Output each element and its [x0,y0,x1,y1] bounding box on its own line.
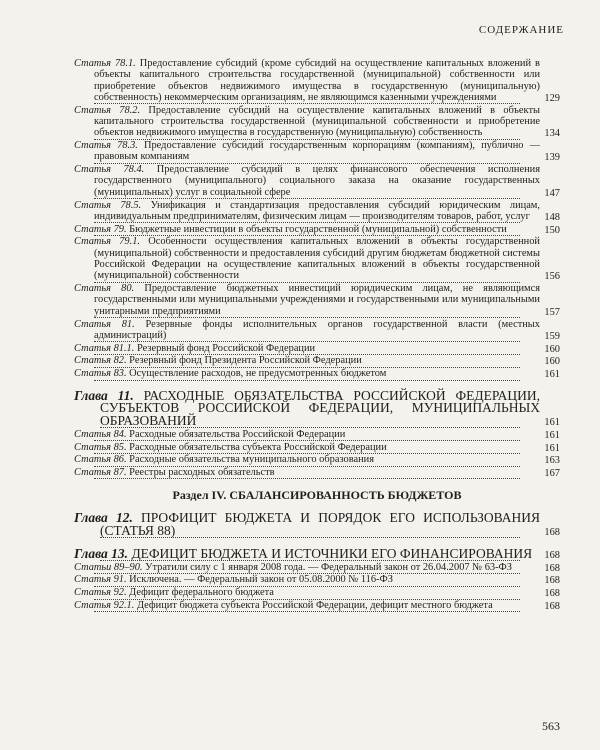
entry-page-number: 168 [544,601,560,613]
entry-title: ПРОФИЦИТ БЮДЖЕТА И ПОРЯДОК ЕГО ИСПОЛЬЗОВАНИЯ (СТАТЬЯ 88) [100,510,540,538]
entry-title: Предоставление субсидий в целях финансового обеспечения исполнения государственного (муниципального) социального заказа на оказание государственных (муниципальных) услуг в социальной сфере [94,164,540,198]
page-number: 563 [542,719,560,733]
toc-article-entry[interactable] [74,58,560,104]
toc-article-entry[interactable] [74,224,560,236]
dot-leader [94,611,520,612]
entry-title: РАСХОДНЫЕ ОБЯЗАТЕЛЬСТВА РОССИЙСКОЙ ФЕДЕРАЦИИ, СУБЪЕКТОВ РОССИЙСКОЙ ФЕДЕРАЦИИ, МУНИЦИПАЛЬНЫХ ОБРАЗОВАНИЙ [100,388,540,428]
toc-article-entry[interactable] [74,319,560,343]
entry-page-number: 150 [544,224,560,236]
entry-label: Статья 83. [74,368,127,380]
entry-label: Статья 78.3. [74,140,138,152]
entry-page-number: 160 [544,356,560,368]
entry-label: Статья 84. [74,428,127,440]
entry-label: Статья 82. [74,355,127,367]
entry-page-number: 147 [544,187,560,199]
toc-chapter-entry[interactable] [74,512,560,538]
entry-page-number: 168 [544,562,560,574]
entry-label: Статья 78.4. [74,164,145,176]
toc-article-entry[interactable] [74,562,560,574]
entry-page-number: 157 [544,306,560,318]
entry-label: Статья 87. [74,467,127,479]
entry-page-number: 168 [544,575,560,587]
toc-article-entry[interactable] [74,574,560,586]
entry-title: Бюджетные инвестиции в объекты государственной (муниципальной) собственности [129,223,507,235]
entry-label: Глава 12. [74,510,133,526]
entry-label: Глава 11. [74,388,134,404]
entry-title: Резервный фонд Президента Российской Федерации [129,355,362,367]
entry-title: Осуществление расходов, не предусмотренных бюджетом [129,368,387,380]
section-title: Раздел IV. СБАЛАНСИРОВАННОСТЬ БЮДЖЕТОВ [172,488,462,503]
entry-title: Дефицит бюджета субъекта Российской Федерации, дефицит местного бюджета [136,600,493,612]
entry-title: Предоставление субсидий государственным корпорациям (компаниям), публично — правовым компаниям [94,140,540,163]
toc-article-entry[interactable] [74,355,560,367]
entry-title: Реестры расходных обязательств [129,467,275,479]
entry-label: Статья 92.1. [74,600,135,612]
entry-title: Исключена. — Федеральный закон от 05.08.2000 № 116-ФЗ [129,574,393,586]
toc-article-entry[interactable] [74,343,560,355]
entry-title: Предоставление субсидий на осуществление капитальных вложений в объекты капитального строительства государственной (муниципальной собственности и приобретение объектов недвижимого имущества в государственную (муниципальную) собственность [94,104,540,139]
entry-page-number: 161 [544,442,560,454]
entry-label: Статья 91. [74,574,127,586]
toc-article-entry[interactable] [74,429,560,441]
entry-page-number: 148 [544,211,560,223]
entry-label: Статья 81.1. [74,342,135,354]
entry-title: Унификация и стандартизация предоставления субсидий юридическим лицам, индивидуальным предпринимателям, физическим лицам — производителям товаров, работ, услуг [94,199,540,222]
toc-chapter-entry[interactable] [74,545,560,561]
toc-article-entry[interactable] [74,200,560,224]
toc-article-entry[interactable] [74,442,560,454]
dot-leader [94,478,520,479]
entry-page-number: 161 [544,416,560,428]
entry-title: ДЕФИЦИТ БЮДЖЕТА И ИСТОЧНИКИ ЕГО ФИНАНСИРОВАНИЯ [131,545,533,561]
running-title: СОДЕРЖАНИЕ [478,24,564,36]
entry-label: Статья 85. [74,441,127,453]
entry-title: Особенности осуществления капитальных вложений в объекты государственной (муниципальной) собственности и предоставления субсидий другим бюджетам бюджетной системы Российской Федерации на осуществление капитальных вложений в объекты государственной (муниципальной) собственности [94,236,540,282]
entry-title: Предоставление бюджетных инвестиций юридическим лицам, не являющимся государственными или муниципальными учреждениями и государственными или муниципальными унитарными предприятиями [94,283,540,317]
entry-label: Статья 86. [74,454,127,466]
entry-label: Статья 78.1. [74,58,136,69]
entry-title: Расходные обязательства Российской Федерации [129,428,346,440]
toc-article-entry[interactable] [74,467,560,479]
entry-label: Глава 13. [74,545,129,561]
entry-page-number: 156 [544,271,560,283]
entry-title: Расходные обязательства муниципального образования [129,454,374,466]
dot-leader [94,380,520,381]
entry-title: Утратили силу с 1 января 2008 года. — Федеральный закон от 26.04.2007 № 63-ФЗ [145,561,512,573]
entry-page-number: 129 [544,92,560,104]
toc-chapter-entry[interactable] [74,390,560,428]
entry-page-number: 161 [544,369,560,381]
toc-article-entry[interactable] [74,368,560,380]
entry-title: Предоставление субсидий (кроме субсидий на осуществление капитальных вложений в объекты капитального строительства государственной (муниципальной) собственности или приобретение объектов недвижимого имущества в государственную (муниципальную) собственность) некоммерческим организациям, не являющимся казенными учреждениями [94,58,540,103]
entry-title: Резервный фонд Российской Федерации [136,342,316,354]
toc-article-entry[interactable] [74,105,560,140]
entry-title: Расходные обязательства субъекта Российской Федерации [129,441,387,453]
entry-page-number: 139 [544,152,560,164]
entry-label: Статья 78.5. [74,199,142,211]
toc-article-entry[interactable] [74,600,560,612]
entry-label: Статья 78.2. [74,104,141,116]
entry-page-number: 134 [544,128,560,140]
toc-article-entry[interactable] [74,164,560,199]
toc-article-entry[interactable] [74,283,560,318]
entry-page-number: 163 [544,455,560,467]
entry-page-number: 167 [544,468,560,480]
entry-page-number: 159 [544,330,560,342]
entry-page-number: 161 [544,429,560,441]
entry-label: Статья 81. [74,318,135,330]
entry-title: Резервные фонды исполнительных органов государственной власти (местных администраций) [94,318,540,341]
toc-article-entry[interactable] [74,454,560,466]
entry-label: Статья 79.1. [74,236,140,248]
entry-label: Статья 92. [74,587,127,599]
toc-article-entry[interactable] [74,140,560,164]
entry-page-number: 168 [544,588,560,600]
entry-page-number: 168 [544,526,560,538]
entry-title: Дефицит федерального бюджета [129,587,274,599]
entry-page-number: 168 [544,549,560,561]
toc-article-entry[interactable] [74,587,560,599]
entry-label: Статья 79. [74,223,127,235]
table-of-contents [74,58,560,613]
entry-label: Статьи 89–90. [74,561,143,573]
entry-label: Статья 80. [74,283,135,295]
toc-article-entry[interactable] [74,236,560,282]
entry-page-number: 160 [544,343,560,355]
